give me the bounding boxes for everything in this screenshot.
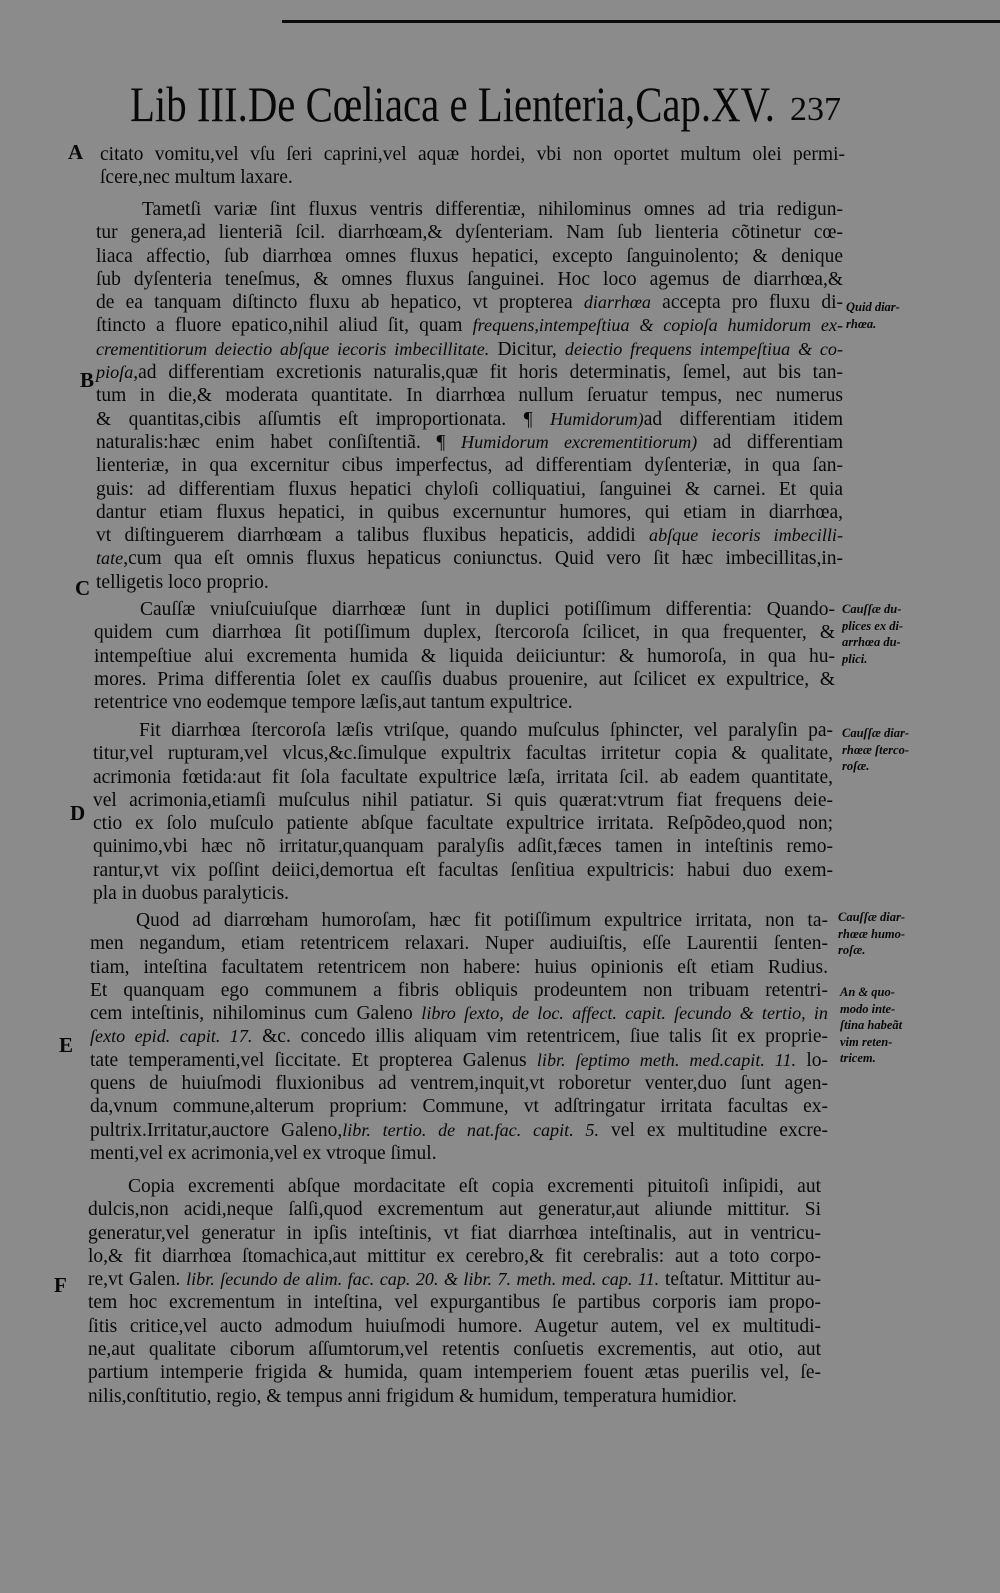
text-segment: ſub dyſenteria teneſmus, & omnes fluxus ſanguinei. Hoc loco agemus de diarrhœa,& <box>96 268 843 290</box>
text-line <box>88 1245 821 1268</box>
text-segment: acrimonia fœtida:aut fit ſola facultate expultrice læſa, irritata ſcil. ab eadem quantitate, <box>93 766 833 788</box>
text-segment: de ea tanquam diſtincto fluxu ab hepatico, vt propterea <box>96 292 584 314</box>
text-line <box>88 1361 821 1384</box>
text-segment: dulcis,non acidi,neque ſalſi,quod excrementum aut generatur,aut aliunde mittitur. Si <box>88 1199 821 1221</box>
marginal-note-line: ſtina habeãt <box>840 1018 903 1032</box>
text-segment: tum in die,& moderata quantitate. In diarrhœa nullum ſeruatur tempus, nec numerus <box>96 385 843 407</box>
page-number: 237 <box>790 91 841 128</box>
italic-text: libro ſexto, de loc. affect. capit. ſecundo & tertio, in <box>421 1003 828 1024</box>
italic-text: libr. ſeptimo meth. med.capit. 11. <box>536 1049 797 1070</box>
section-letter-c: C <box>75 576 91 600</box>
italic-text: Humidorum excrementitiorum) <box>461 431 698 452</box>
text-line <box>94 691 835 714</box>
section-letter-b: B <box>80 368 95 392</box>
text-line <box>88 1315 821 1338</box>
marginal-note-line: roſæ. <box>842 759 870 773</box>
marginal-note-line: Cauſſæ diar- <box>838 910 906 924</box>
text-line <box>96 547 843 570</box>
text-line <box>96 408 843 431</box>
text-line <box>96 361 843 384</box>
text-segment: quens de huiuſmodi fluxionibus ad ventrem,inquit,vt roboretur venter,duo ſunt agen- <box>90 1073 828 1095</box>
text-segment: Tametſi variæ ſint fluxus ventris differentiæ, nihilominus omnes ad tria redigun- <box>142 199 843 220</box>
text-segment: vt diſtinguerem diarrhœam a talibus fluxibus hepaticis, addidi <box>96 525 649 547</box>
text-line <box>96 571 843 594</box>
text-segment: vel ex multitudine excre- <box>599 1119 828 1141</box>
text-line <box>90 1095 828 1118</box>
marginal-note-line: vim reten- <box>840 1034 893 1049</box>
paragraph <box>93 719 833 905</box>
italic-text: crementitiorum deiectio abſque iecoris imbecillitate. <box>96 338 490 359</box>
text-line <box>96 245 843 268</box>
section-letter-d: D <box>70 801 86 825</box>
text-line <box>90 1049 828 1072</box>
marginal-note-line: plices ex di- <box>842 618 904 633</box>
text-segment: men negandum, etiam retentricem relaxari. Nuper audiuiſtis, eſſe Laurentii ſenten- <box>90 933 828 955</box>
text-line <box>94 621 835 644</box>
text-segment: mores. Prima differentia ſolet ex cauſſis duabus prouenire, aut ſcilicet ex expultrice, & <box>94 668 835 690</box>
marginal-note-line: plici. <box>842 651 868 666</box>
text-line <box>94 645 835 668</box>
section-letter-a: A <box>68 140 84 164</box>
text-segment: quinimo,vbi hæc nõ irritatur,quanquam paralyſis adſit,fæces tamen in inteſtinis remo- <box>93 836 833 858</box>
text-line <box>96 501 843 524</box>
text-line <box>90 909 828 932</box>
text-line <box>90 1142 828 1165</box>
text-segment: ſtincto a fluore epatico,nihil aliud ſit, quam <box>96 315 473 337</box>
italic-text: frequens,intempeſtiua & copioſa humidorum ex- <box>472 315 843 336</box>
marginal-note-line: modo inte- <box>840 1001 896 1016</box>
marginal-note-line: Cauſſæ diar- <box>842 726 910 740</box>
text-segment: ad differentiam itidem <box>643 408 843 430</box>
text-line <box>96 291 843 314</box>
marginal-note-line: Quid diar- <box>846 300 900 314</box>
text-line <box>96 478 843 501</box>
text-line <box>96 431 843 454</box>
text-line <box>88 1198 821 1221</box>
text-segment: Fit diarrhœa ſtercoroſa læſis vtriſque, quando muſculus ſphincter, vel paralyſin pa- <box>139 720 833 741</box>
text-segment: telligetis loco proprio. <box>96 571 269 593</box>
text-segment: pla in duobus paralyticis. <box>93 883 290 905</box>
text-segment: generatur,vel generatur in ipſis inteſtinis, vt fiat diarrhœa inteſtinalis, aut in ventricu- <box>88 1222 821 1244</box>
italic-text: libr. tertio. de nat.fac. capit. 5. <box>342 1119 600 1140</box>
text-segment: naturalis:hæc enim habet conſiſtentiã. ¶ <box>96 431 462 453</box>
text-segment: Et quanquam ego communem a fibris obliquis prodeuntem non tribuam retentri- <box>90 979 828 1001</box>
text-line <box>96 338 843 361</box>
italic-text: ſexto epid. capit. 17. <box>90 1026 253 1047</box>
text-line <box>88 1385 821 1408</box>
text-segment: Cauſſæ vniuſcuiuſque diarrhœæ ſunt in duplici potiſſimum differentia: Quando- <box>140 599 835 620</box>
text-line <box>88 1338 821 1361</box>
section-letter-f: F <box>54 1273 67 1297</box>
text-line <box>88 1222 821 1245</box>
text-segment: tiam, inteſtina facultatem retentricem non habere: huius opinionis eſt etiam Rudius. <box>90 956 828 978</box>
text-segment: da,vnum commune,alterum proprium: Commune, vt adſtringatur irritata facultas ex- <box>90 1096 828 1118</box>
italic-text: abſque iecoris imbecilli- <box>649 525 843 546</box>
text-line <box>90 1002 828 1025</box>
italic-text: deiectio frequens intempeſtiua & co- <box>564 338 843 359</box>
text-segment: cem inteſtinis, nihilominus cum Galeno <box>90 1003 422 1025</box>
text-line <box>94 598 835 621</box>
marginal-note-line: roſæ. <box>838 943 866 957</box>
marginal-note-line: arrhœa du- <box>842 635 901 649</box>
marginal-note-line: rhœæ ſterco- <box>842 742 910 757</box>
text-line <box>90 1119 828 1142</box>
text-segment: nilis,conſtitutio, regio, & tempus anni frigidum & humidum, temperatura humidior. <box>88 1385 737 1407</box>
section-letter-e: E <box>59 1033 74 1057</box>
paragraph <box>90 909 828 1165</box>
italic-text: Humidorum) <box>550 408 644 429</box>
text-segment: ſitis critice,vel aucto admodum huiuſmodi humore. Augetur autem, vel ex multitudi- <box>88 1315 821 1337</box>
text-segment: tur genera,ad lienteriã ſcil. diarrhœam,& dyſenteriam. Nam ſub lienteria cõtinetur cœ- <box>96 222 843 244</box>
text-line <box>90 1072 828 1095</box>
text-segment: ſcere,nec multum laxare. <box>100 167 293 189</box>
text-line <box>88 1268 821 1291</box>
text-segment: re,vt Galen. <box>88 1269 187 1291</box>
text-line <box>93 882 833 905</box>
text-line <box>93 719 833 742</box>
marginal-note-line: Cauſſæ du- <box>842 602 902 616</box>
text-segment: ,cum qua eſt omnis fluxus hepaticus coniunctus. Quid vero ſit hæc imbecillitas,in- <box>123 548 843 570</box>
marginal-note-line: An & quo- <box>840 985 895 999</box>
paragraph <box>94 598 835 714</box>
marginal-note-line: tricem. <box>840 1051 876 1065</box>
text-line <box>96 524 843 547</box>
italic-text: diarrhœa <box>583 292 651 313</box>
text-line <box>96 268 843 291</box>
text-line <box>93 859 833 882</box>
text-segment: Copia excrementi abſque mordacitate eſt copia excrementi pituitoſi inſipidi, aut <box>128 1176 821 1197</box>
text-segment: Quod ad diarrœham humoroſam, hæc fit potiſſimum expultrice irritata, non ta- <box>136 910 828 931</box>
text-segment: intempeſtiue alui excrementa humida & liquida deiiciuntur: & humoroſa, in qua hu- <box>94 645 835 667</box>
text-line <box>100 166 845 189</box>
text-segment: quidem cum diarrhœa ſit potiſſimum duplex, ſtercoroſa ſcilicet, in qua frequenter, & <box>94 622 835 644</box>
text-line <box>93 812 833 835</box>
text-line <box>88 1291 821 1314</box>
text-line <box>96 384 843 407</box>
text-segment: guis: ad differentiam fluxus hepatici chyloſi colliquatiui, ſanguinei & carnei. Et quia <box>96 478 843 500</box>
italic-text: pioſa <box>96 362 134 383</box>
text-segment: retentrice vno eodemque tempore læſis,aut tantum expultrice. <box>94 692 573 714</box>
text-line <box>93 789 833 812</box>
paragraph <box>88 1175 821 1408</box>
text-segment: dantur etiam fluxus hepatici, in quibus excernuntur humores, qui etiam in diarrhœa, <box>96 501 843 523</box>
text-segment: titur,vel rupturam,vel vlcus,&c.ſimulque expultrix facultas irritetur copia & qualitate, <box>93 743 833 765</box>
text-segment: ad differentiam <box>697 431 843 453</box>
text-segment: lo- <box>796 1049 828 1071</box>
text-segment: vel acrimonia,etiamſi muſculus nihil patiatur. Si quis quærat:vtrum fiat frequens deie- <box>93 789 833 811</box>
text-line <box>100 143 845 166</box>
marginal-note-line: rhœæ humo- <box>838 926 906 941</box>
text-line <box>96 454 843 477</box>
text-line <box>88 1175 821 1198</box>
text-line <box>94 668 835 691</box>
text-segment: lo,& fit diarrhœa ſtomachica,aut mittitur ex cerebro,& fit cerebralis: aut a toto corpo- <box>88 1245 821 1267</box>
text-line <box>90 979 828 1002</box>
text-line <box>93 766 833 789</box>
paragraph <box>100 143 845 190</box>
marginal-note-line: rhœa. <box>846 316 877 331</box>
text-line <box>90 956 828 979</box>
text-segment: citato vomitu,vel vſu ſeri caprini,vel aquæ hordei, vbi non oportet multum olei permi- <box>100 144 845 165</box>
page-title: Lib III.De Cœliaca e Lienteria,Cap.XV. <box>130 76 775 132</box>
paragraph <box>96 198 843 594</box>
text-segment: pultrix.Irritatur,auctore Galeno, <box>90 1119 343 1141</box>
italic-text: tate <box>96 548 124 569</box>
text-line <box>96 221 843 244</box>
text-segment: Dicitur, <box>489 338 565 360</box>
italic-text: libr. ſecundo de alim. fac. cap. 20. & libr. 7. meth. med. cap. 11. <box>186 1269 660 1290</box>
text-segment: rantur,vt vix poſſint deiici,demortua eſt facultas ſenſitiua expultricis: habui duo exem- <box>93 859 833 881</box>
text-segment: &c. concedo illis aliquam vim retentricem, ſiue talis ſit ex proprie- <box>252 1026 828 1048</box>
text-line <box>93 742 833 765</box>
text-segment: & quantitas,cibis aſſumtis eſt improportionata. ¶ <box>96 408 551 430</box>
text-line <box>96 198 843 221</box>
text-segment: menti,vel ex acrimonia,vel ex vtroque ſimul. <box>90 1142 437 1164</box>
text-line <box>90 1025 828 1048</box>
text-line <box>96 314 843 337</box>
text-segment: ne,aut qualitate ciborum aſſumtorum,vel retentis conſuetis excrementis, aut otio, aut <box>88 1339 821 1361</box>
text-segment: accepta pro fluxu di- <box>650 292 843 314</box>
text-segment: tate temperamenti,vel ſiccitate. Et propterea Galenus <box>90 1049 537 1071</box>
text-line <box>93 835 833 858</box>
text-segment: ,ad differentiam excretionis naturalis,quæ fit horis determinatis, ſemel, aut bis tan- <box>133 362 843 384</box>
text-segment: teſtatur. Mittitur au- <box>659 1269 821 1291</box>
text-segment: tem hoc excrementum in inteſtina, vel expurgantibus ſe partibus corporis iam propo- <box>88 1292 821 1314</box>
text-line <box>90 932 828 955</box>
text-segment: ctio ex ſolo muſculo patiente abſque facultate expultrice irritata. Reſpõdeo,quod non; <box>93 813 833 835</box>
text-segment: lienteriæ, in qua excernitur cibus imperfectus, ad differentiam dyſenteriæ, in qua ſan- <box>96 455 843 477</box>
text-segment: liaca affectio, ſub diarrhœa omnes fluxus hepatici, excepto ſanguinolento; & denique <box>96 245 843 267</box>
text-segment: partium intemperie frigida & humida, quam intemperiem fouent ætas puerilis vel, ſe- <box>88 1362 821 1384</box>
